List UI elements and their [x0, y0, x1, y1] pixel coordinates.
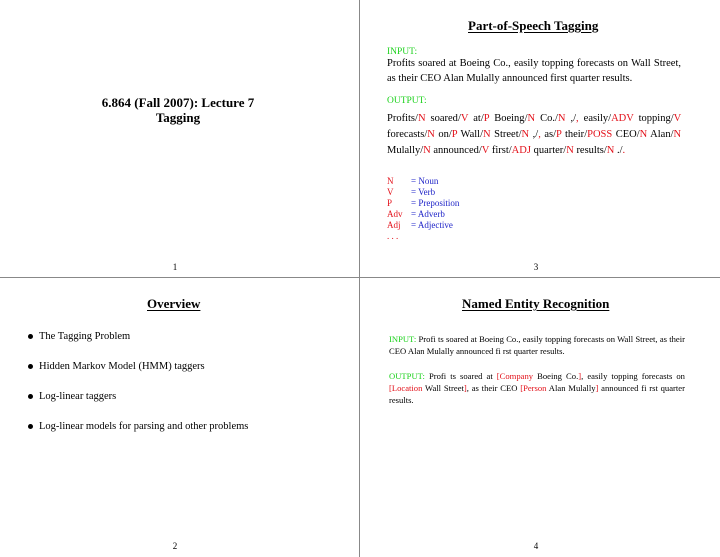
bullet-dot-icon — [28, 424, 33, 429]
token-tag: , — [538, 129, 541, 140]
legend-row — [387, 176, 459, 187]
input-text: Profits soared at Boeing Co., easily topping forecasts on Wall Street, as their CEO Alan Mulally announced first quarter results. — [387, 58, 681, 84]
tagged-token: ./. — [617, 145, 626, 156]
bullet-dot-icon — [28, 364, 33, 369]
tag-legend — [387, 176, 459, 242]
tagged-token: announced/V — [433, 145, 490, 156]
bullet-text: Hidden Markov Model (HMM) taggers — [39, 360, 205, 372]
legend-abbr: P — [387, 198, 393, 208]
token-tag: N — [427, 129, 435, 140]
legend-desc: = Adjective — [411, 220, 453, 230]
tagged-token: as/P — [544, 129, 562, 140]
lecture-title — [28, 95, 328, 125]
tagged-token: Co./N — [540, 113, 566, 124]
tagged-token: Boeing/N — [494, 113, 536, 124]
token-tag: V — [481, 145, 490, 156]
output-text: Alan Mulally — [548, 383, 596, 393]
token-tag: POSS — [587, 129, 613, 140]
token-tag: P — [483, 113, 490, 124]
token-tag: V — [460, 113, 469, 124]
token-tag: N — [483, 129, 491, 140]
output-label: OUTPUT: — [389, 371, 429, 381]
bullet-text: Log-linear taggers — [39, 390, 117, 402]
slide-3 — [360, 0, 720, 278]
entity-bracket: [Location — [389, 383, 426, 393]
token-tag: N — [606, 145, 615, 156]
output-text: Profi ts soared at — [428, 371, 497, 381]
token-word: announced — [433, 145, 479, 156]
bullet-dot-icon — [28, 334, 33, 339]
page-number: 2 — [172, 541, 178, 551]
token-word: Street — [494, 129, 519, 140]
bullet-list — [28, 329, 248, 449]
bullet-item — [28, 419, 248, 433]
legend-desc: = Verb — [411, 187, 436, 197]
token-tag: ADJ — [511, 145, 531, 156]
tagged-token: topping/V — [638, 113, 682, 124]
bullet-dot-icon — [28, 394, 33, 399]
tagged-token: Street/N — [494, 129, 530, 140]
token-word: first — [491, 145, 509, 156]
entity-bracket: ] — [463, 383, 467, 393]
token-word: quarter — [533, 145, 564, 156]
token-tag: N — [527, 113, 536, 124]
token-word: Mulally — [387, 145, 421, 156]
input-text: Profi ts soared at Boeing Co., easily topping forecasts on Wall Street, as their CEO Alan Mulally announced fi rst quarter results. — [389, 334, 685, 356]
token-tag: N — [673, 129, 682, 140]
legend-desc: = Adverb — [411, 209, 445, 219]
output-text: announced fi rst quarter results. — [389, 383, 685, 405]
token-tag: ADV — [611, 113, 634, 124]
bullet-item — [28, 359, 248, 373]
slide-1 — [0, 0, 360, 278]
token-tag: . — [622, 145, 626, 156]
token-word: Profits — [387, 113, 416, 124]
token-word: their — [564, 129, 585, 140]
token-word: topping — [638, 113, 671, 124]
token-word: Alan — [650, 129, 671, 140]
token-tag: P — [451, 129, 458, 140]
tagged-token: ,/, — [570, 113, 579, 124]
tagged-token: Profits/N — [387, 113, 426, 124]
legend-abbr: V — [387, 187, 394, 197]
token-word: easily — [583, 113, 609, 124]
tagged-token: first/ADJ — [491, 145, 531, 156]
tagged-token: CEO/N — [615, 129, 648, 140]
token-word: CEO — [615, 129, 637, 140]
token-tag: N — [423, 145, 431, 156]
token-tag: N — [557, 113, 566, 124]
slide-2 — [0, 278, 360, 557]
token-tag: N — [521, 129, 530, 140]
legend-abbr: N — [387, 176, 394, 186]
legend-row — [387, 209, 459, 220]
token-word: , — [532, 129, 536, 140]
output-text: Boeing Co. — [537, 371, 579, 381]
tagged-token: quarter/N — [533, 145, 574, 156]
legend-abbr: Adv — [387, 209, 403, 219]
token-word: Boeing — [494, 113, 525, 124]
entity-bracket: [Company — [496, 371, 538, 381]
page-number: 4 — [533, 541, 539, 551]
output-block — [387, 94, 681, 109]
token-word: results — [576, 145, 604, 156]
token-word: Co. — [540, 113, 555, 124]
legend-desc: = Preposition — [411, 198, 460, 208]
tagged-token: at/P — [473, 113, 490, 124]
input-label: INPUT: — [389, 334, 417, 344]
bullet-item — [28, 389, 248, 403]
token-word: forecasts — [387, 129, 425, 140]
tagged-token: soared/V — [430, 113, 469, 124]
legend-desc: = Noun — [411, 176, 439, 186]
token-word: as — [544, 129, 554, 140]
slide-title: Part-of-Speech Tagging — [468, 18, 599, 33]
lecture-title-line2: Tagging — [155, 110, 201, 125]
tagged-token: on/P — [438, 129, 458, 140]
entity-bracket: ] — [578, 371, 582, 381]
ner-output — [389, 370, 685, 406]
tagged-output — [387, 111, 681, 159]
legend-row — [387, 220, 459, 231]
token-tag: , — [576, 113, 579, 124]
legend-ellipsis: . . . — [387, 231, 399, 241]
tagged-token: Wall/N — [460, 129, 491, 140]
token-word: Wall — [460, 129, 481, 140]
token-tag: V — [673, 113, 682, 124]
tagged-token: ,/, — [532, 129, 541, 140]
token-tag: N — [566, 145, 574, 156]
output-text: , as their CEO — [466, 383, 521, 393]
bullet-text: Log-linear models for parsing and other problems — [39, 420, 249, 432]
entity-bracket: ] — [595, 383, 599, 393]
entity-bracket: [Person — [520, 383, 549, 393]
slide-4 — [360, 278, 720, 557]
bullet-text: The Tagging Problem — [39, 330, 131, 342]
ner-input — [389, 333, 685, 357]
token-word: , — [570, 113, 574, 124]
page-number: 3 — [533, 262, 539, 272]
tagged-token: Mulally/N — [387, 145, 431, 156]
tagged-token: their/POSS — [564, 129, 613, 140]
output-text: Wall Street — [425, 383, 464, 393]
token-word: at — [473, 113, 481, 124]
slide-title: Overview — [147, 296, 201, 311]
token-word: . — [617, 145, 620, 156]
token-word: on — [438, 129, 449, 140]
lecture-title-line1: 6.864 (Fall 2007): Lecture 7 — [101, 95, 255, 110]
output-text: , easily topping forecasts on — [581, 371, 685, 381]
token-word: soared — [430, 113, 458, 124]
input-label: INPUT: — [387, 47, 418, 57]
token-tag: P — [555, 129, 562, 140]
token-tag: N — [417, 113, 426, 124]
legend-row — [387, 187, 459, 198]
tagged-token: easily/ADV — [583, 113, 634, 124]
tagged-token: Alan/N — [650, 129, 682, 140]
slide-title: Named Entity Recognition — [462, 296, 610, 311]
bullet-item — [28, 329, 248, 343]
tagged-token: results/N — [576, 145, 615, 156]
token-tag: N — [639, 129, 648, 140]
page-number: 1 — [172, 262, 178, 272]
tagged-token: forecasts/N — [387, 129, 435, 140]
legend-row — [387, 198, 459, 209]
legend-abbr: Adj — [387, 220, 401, 230]
output-label: OUTPUT: — [387, 96, 427, 106]
